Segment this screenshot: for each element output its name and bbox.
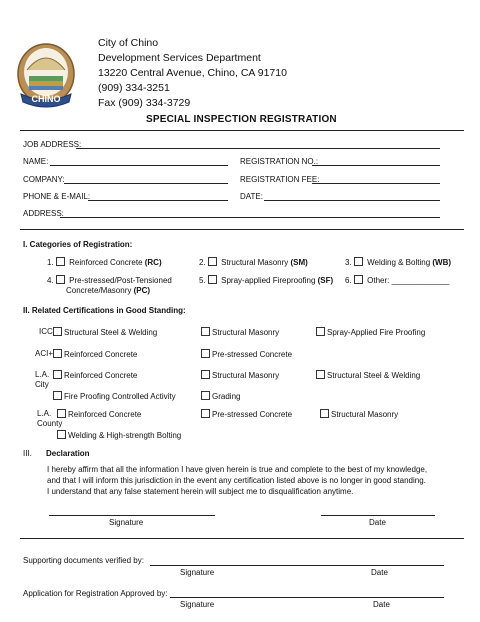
address-field[interactable] [60,217,440,218]
checkbox[interactable] [201,327,210,336]
checkbox[interactable] [56,257,65,266]
header-line-2: Development Services Department [98,52,261,64]
checkbox[interactable] [316,370,325,379]
category-label: Pre-stressed/Post-Tensioned [69,276,172,285]
la-county-structural-masonry[interactable] [320,409,398,420]
category-code: (RC) [144,258,162,267]
category-pc[interactable] [47,275,172,286]
section-1-heading: I. Categories of Registration: [23,240,133,249]
category-code: (WB) [432,258,452,267]
date-label: DATE: [240,192,263,201]
title-rule [20,130,464,131]
declaration-signature-label: Signature [109,518,144,527]
la-city-structural-steel[interactable] [316,370,420,381]
cert-label: Spray-Applied Fire Proofing [327,328,426,337]
checkbox[interactable] [201,349,210,358]
category-pc-line2 [66,286,150,296]
category-code: (SM) [290,258,308,267]
category-num: 6. [345,276,352,285]
category-sm[interactable] [199,257,308,268]
category-wb[interactable] [345,257,451,268]
approved-date-label: Date [373,600,390,609]
city-seal-icon [15,36,77,108]
checkbox[interactable] [56,275,65,284]
header-line-4: (909) 334-3251 [98,82,170,94]
cert-label: Reinforced Concrete [64,350,138,359]
checkbox[interactable] [354,275,363,284]
la-county-reinforced-concrete[interactable] [57,409,141,420]
checkbox[interactable] [53,349,62,358]
aci-label: ACI+ [35,349,54,358]
cert-label: Structural Masonry [331,410,399,419]
category-label: Welding & Bolting [367,258,433,267]
approved-by-field[interactable] [170,597,444,598]
checkbox[interactable] [53,391,62,400]
registration-fee-field[interactable] [312,183,440,184]
section-3-num: III. [23,449,32,458]
checkbox[interactable] [53,327,62,336]
checkbox[interactable] [57,430,66,439]
svg-text:CHINO: CHINO [31,94,61,104]
cert-label: Pre-stressed Concrete [212,350,293,359]
checkbox[interactable] [53,370,62,379]
category-num: 4. [47,276,54,285]
category-label: Structural Masonry [221,258,291,267]
declaration-line-1: I hereby affirm that all the information I have given herein is true and complete to the best of my knowledge, [47,465,428,474]
cert-label: Reinforced Concrete [64,371,138,380]
declaration-date-label: Date [369,518,386,527]
la-county-label-2: County [37,419,63,428]
phone-email-label: PHONE & E-MAIL: [23,192,91,201]
category-num: 3. [345,258,352,267]
address-label: ADDRESS: [23,209,64,218]
la-county-prestressed-concrete[interactable] [201,409,292,420]
name-field[interactable] [50,165,228,166]
cert-label: Fire Proofing Controlled Activity [64,392,176,401]
la-city-label-1: L.A. [35,370,50,379]
cert-label: Structural Masonry [212,371,280,380]
date-field[interactable] [264,200,440,201]
city-logo [15,36,77,108]
la-city-reinforced-concrete[interactable] [53,370,137,381]
cert-label: Welding & High-strength Bolting [68,431,182,440]
category-other[interactable] [345,275,449,286]
cert-label: Reinforced Concrete [68,410,142,419]
la-county-label-1: L.A. [37,409,52,418]
category-num: 2. [199,258,206,267]
category-code: (SF) [317,276,334,285]
checkbox[interactable] [316,327,325,336]
category-label: Spray-applied Fireproofing [221,276,318,285]
job-address-field[interactable] [76,148,440,149]
checkbox[interactable] [57,409,66,418]
category-label: Reinforced Concrete [69,258,145,267]
job-address-label: JOB ADDRESS: [23,140,82,149]
cert-label: Structural Masonry [212,328,280,337]
header-line-3: 13220 Central Avenue, Chino, CA 91710 [98,67,287,79]
aci-reinforced-concrete[interactable] [53,349,137,360]
company-label: COMPANY: [23,175,65,184]
checkbox[interactable] [320,409,329,418]
icc-structural-masonry[interactable] [201,327,279,338]
supporting-signature-label: Signature [180,568,215,577]
registration-no-label: REGISTRATION NO.: [240,157,319,166]
category-rc[interactable] [47,257,162,268]
declaration-date-field[interactable] [321,515,435,516]
category-sf[interactable] [199,275,333,286]
icc-label: ICC [39,327,53,336]
icc-structural-steel[interactable] [53,327,157,338]
la-city-label-2: City [35,380,49,389]
category-label: Concrete/Masonry [66,286,134,295]
checkbox[interactable] [354,257,363,266]
checkbox[interactable] [201,370,210,379]
footer-divider [20,538,464,539]
category-label: Other: _____________ [367,276,450,285]
cert-label: Structural Steel & Welding [327,371,421,380]
registration-no-field[interactable] [312,165,440,166]
supporting-docs-field[interactable] [150,565,444,566]
header-line-1: City of Chino [98,37,159,49]
la-city-fire-proofing[interactable] [53,391,176,402]
category-code: (PC) [133,286,151,295]
declaration-line-3: I understand that any false statement herein will subject me to disqualification anytime. [47,487,354,496]
category-num: 5. [199,276,206,285]
header-line-5: Fax (909) 334-3729 [98,97,191,109]
approved-by-label: Application for Registration Approved by: [23,589,168,598]
name-label: NAME: [23,157,49,166]
section-divider [20,229,464,230]
category-num: 1. [47,258,54,267]
checkbox[interactable] [208,257,217,266]
registration-fee-label: REGISTRATION FEE: [240,175,320,184]
cert-label: Grading [212,392,241,401]
cert-label: Structural Steel & Welding [64,328,158,337]
section-3-heading: Declaration [46,449,90,458]
icc-spray-fireproofing[interactable] [316,327,425,338]
checkbox[interactable] [201,409,210,418]
la-city-grading[interactable] [201,391,240,402]
company-field[interactable] [64,183,228,184]
la-city-structural-masonry[interactable] [201,370,279,381]
checkbox[interactable] [208,275,217,284]
form-title: SPECIAL INSPECTION REGISTRATION [146,114,337,125]
checkbox[interactable] [201,391,210,400]
supporting-date-label: Date [371,568,388,577]
declaration-signature-field[interactable] [49,515,215,516]
cert-label: Pre-stressed Concrete [212,410,293,419]
la-county-welding-bolting[interactable] [57,430,181,441]
phone-email-field[interactable] [88,200,228,201]
approved-signature-label: Signature [180,600,215,609]
supporting-docs-label: Supporting documents verified by: [23,556,144,565]
aci-prestressed-concrete[interactable] [201,349,292,360]
declaration-line-2: and that I will inform this jurisdiction in the event any certification listed above is no longer in good standing. [47,476,426,485]
section-2-heading: II. Related Certifications in Good Standing: [23,306,186,315]
